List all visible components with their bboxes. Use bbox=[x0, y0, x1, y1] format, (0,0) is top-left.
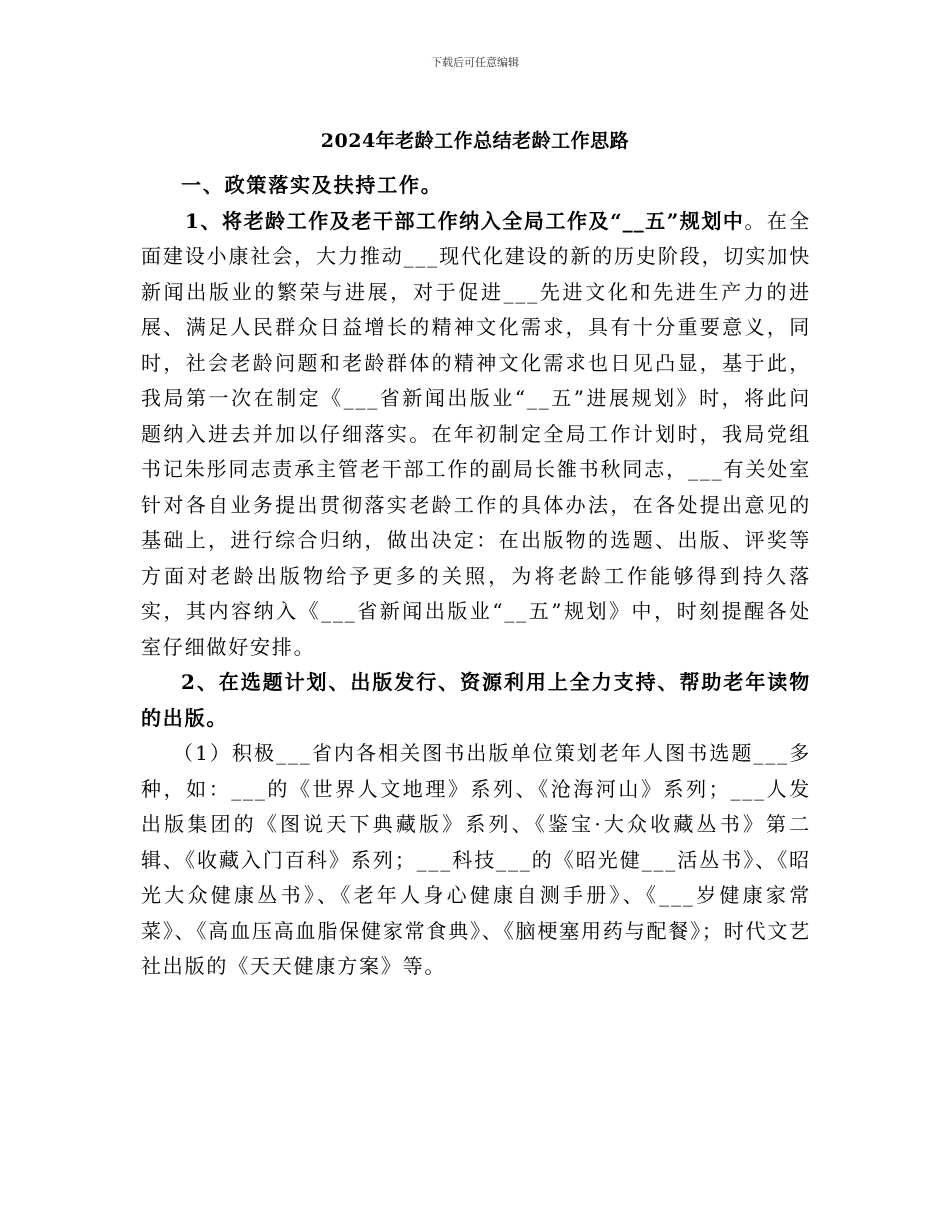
document-body bbox=[141, 168, 811, 985]
item-1-lead: 1、将老龄工作及老干部工作纳入全局工作及“__五”规划中 bbox=[185, 208, 745, 233]
page-header: 下载后可任意编辑 bbox=[431, 56, 519, 69]
section-heading-2: 2、在选题计划、出版发行、资源利用上全力支持、帮助老年读物的出版。 bbox=[141, 670, 811, 730]
paragraph-item-2-1: （1）积极___省内各相关图书出版单位策划老年人图书选题___多种，如：___的《世界人文地理》系列、《沧海河山》系列；___人发出版集团的《图说天下典藏版》系列、《鉴宝·大众收藏丛书》第二辑、《收藏入门百科》系列；___科技___的《昭光健___活丛书》、《昭光大众健康丛书》、《老年人身心健康自测手册》、《___岁健康家常菜》、《高血压高血脂保健家常食典》、《脑梗塞用药与配餐》；时代文艺社出版的《天天健康方案》等。 bbox=[141, 741, 811, 978]
item-1-body: 。在全面建设小康社会，大力推动___现代化建设的新的历史阶段，切实加快新闻出版业的繁荣与进展，对于促进___先进文化和先进生产力的进展、满足人民群众日益增长的精神文化需求，具有十分重要意义，同时，社会老龄问题和老龄群体的精神文化需求也日见凸显，基于此，我局第一次在制定《___省新闻出版业“__五”进展规划》时，将此问题纳入进去并加以仔细落实。在年初制定全局工作计划时，我局党组书记朱彤同志责承主管老干部工作的副局长雒书秋同志，___有关处室针对各自业务提出贯彻落实老龄工作的具体办法，在各处提出意见的基础上，进行综合归纳，做出决定：在出版物的选题、出版、评奖等方面对老龄出版物给予更多的关照，为将老龄工作能够得到持久落实，其内容纳入《___省新闻出版业“__五”规划》中，时刻提醒各处室仔细做好安排。 bbox=[141, 208, 811, 659]
section-heading-1: 一、政策落实及扶持工作。 bbox=[181, 173, 443, 197]
paragraph-item-1 bbox=[141, 204, 811, 666]
document-title: 2024年老龄工作总结老龄工作思路 bbox=[320, 130, 630, 152]
